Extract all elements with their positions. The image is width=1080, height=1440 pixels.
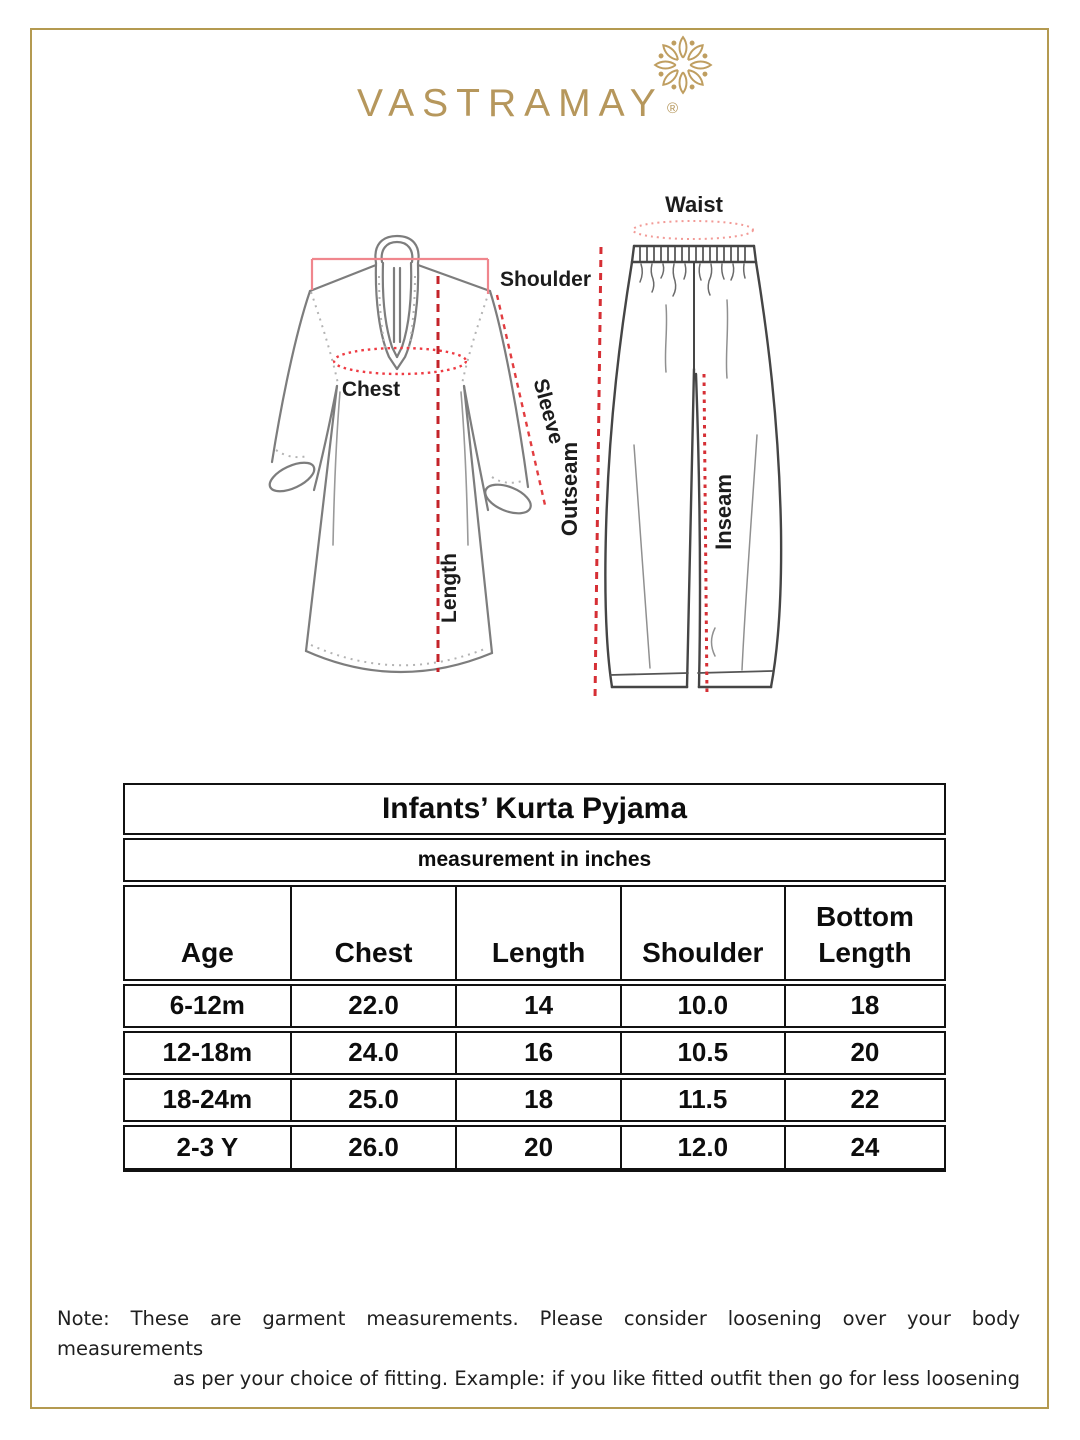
- column-header-shoulder: Shoulder: [621, 883, 785, 982]
- note-line-1: Note: These are garment measurements. Please consider loosening over your body measurements: [57, 1307, 1020, 1360]
- table-cell-bottom-length: 18: [785, 982, 945, 1029]
- pyjama-drawing: [605, 246, 781, 687]
- registered-trademark-mark: ®: [667, 100, 679, 117]
- kurta-chest-label: Chest: [341, 378, 401, 401]
- table-cell-age: 2-3 Y: [124, 1123, 291, 1170]
- floral-star-icon: [652, 34, 714, 96]
- table-cell-chest: 25.0: [291, 1076, 457, 1123]
- table-cell-bottom-length: 22: [785, 1076, 945, 1123]
- size-chart-table: [123, 783, 946, 1172]
- measurement-diagram: [170, 160, 850, 730]
- pyjama-waist-label: Waist: [665, 192, 723, 217]
- column-header-chest: Chest: [291, 883, 457, 982]
- kurta-length-label: Length: [438, 553, 461, 623]
- table-cell-age: 6-12m: [124, 982, 291, 1029]
- kurta-sleeve-label: Sleeve: [528, 376, 569, 447]
- column-header-length: Length: [456, 883, 620, 982]
- table-cell-shoulder: 10.5: [621, 1029, 785, 1076]
- table-cell-bottom-length: 24: [785, 1123, 945, 1170]
- brand-logo-text: VASTRAMAY: [357, 82, 664, 125]
- kurta-shoulder-label: Shoulder: [500, 268, 592, 291]
- pyjama-inseam-label: Inseam: [711, 474, 736, 550]
- table-cell-shoulder: 10.0: [621, 982, 785, 1029]
- table-cell-bottom-length: 20: [785, 1029, 945, 1076]
- table-cell-length: 16: [456, 1029, 620, 1076]
- table-row: [124, 1076, 945, 1123]
- kurta-measure-lines: [312, 259, 545, 672]
- table-cell-chest: 24.0: [291, 1029, 457, 1076]
- table-cell-shoulder: 11.5: [621, 1076, 785, 1123]
- table-cell-age: 12-18m: [124, 1029, 291, 1076]
- table-cell-chest: 22.0: [291, 982, 457, 1029]
- table-cell-shoulder: 12.0: [621, 1123, 785, 1170]
- table-title: Infants’ Kurta Pyjama: [124, 784, 945, 836]
- table-subtitle: measurement in inches: [124, 836, 945, 883]
- table-cell-length: 18: [456, 1076, 620, 1123]
- column-header-bottom-length: Bottom Length: [785, 883, 945, 982]
- table-row: [124, 982, 945, 1029]
- table-cell-length: 14: [456, 982, 620, 1029]
- table-row: [124, 1123, 945, 1170]
- pyjama-outseam-label: Outseam: [557, 441, 582, 537]
- garment-measurement-note: [57, 1304, 1020, 1394]
- note-line-2: as per your choice of fitting. Example: if you like fitted outfit then go for less loosening: [172, 1367, 1020, 1390]
- kurta-drawing: [266, 236, 535, 672]
- table-cell-chest: 26.0: [291, 1123, 457, 1170]
- table-cell-length: 20: [456, 1123, 620, 1170]
- table-row: [124, 1029, 945, 1076]
- column-header-age: Age: [124, 883, 291, 982]
- table-cell-age: 18-24m: [124, 1076, 291, 1123]
